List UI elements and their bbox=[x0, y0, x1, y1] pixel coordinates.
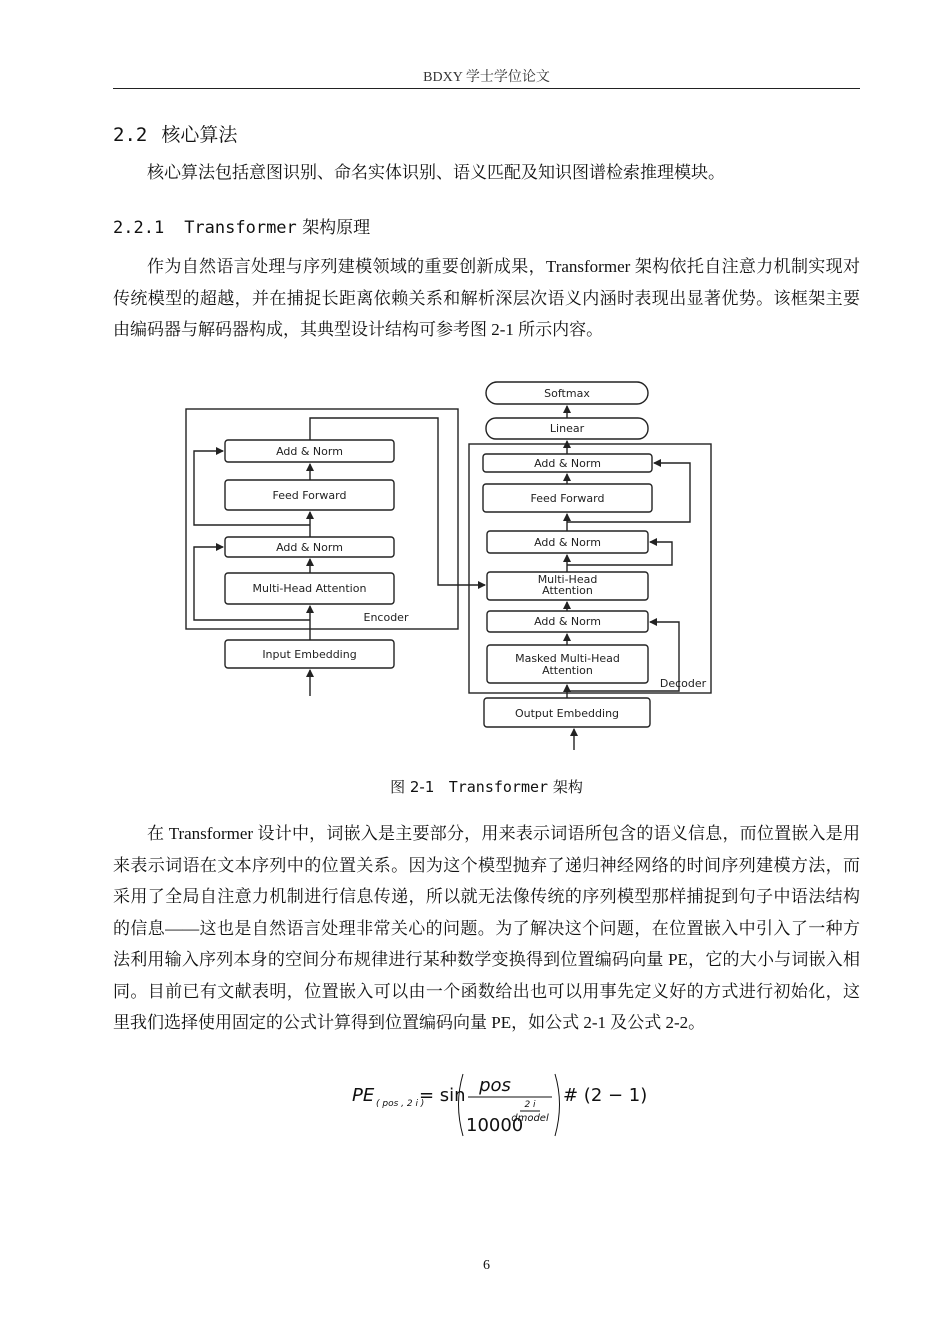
input-embedding-label: Input Embedding bbox=[262, 648, 357, 661]
subsection-title-prefix: Transformer bbox=[184, 218, 297, 238]
section-number: 2.2 bbox=[113, 124, 148, 146]
masked-mha-label-line1: Masked Multi-Head bbox=[515, 652, 620, 665]
formula-2-1 bbox=[350, 1070, 650, 1140]
transformer-architecture-figure bbox=[180, 378, 720, 754]
softmax-label: Softmax bbox=[544, 387, 590, 400]
subsection-number: 2.2.1 bbox=[113, 218, 165, 238]
formula-numerator: pos bbox=[479, 1075, 511, 1096]
encoder-feed-forward-label: Feed Forward bbox=[272, 489, 347, 502]
caption-suffix: 架构 bbox=[552, 778, 583, 796]
formula-eq-sin: = sin bbox=[419, 1085, 466, 1106]
encoder-mha-label: Multi-Head Attention bbox=[252, 582, 367, 595]
linear-label: Linear bbox=[549, 422, 585, 435]
formula-tag: # (2 − 1) bbox=[563, 1085, 648, 1106]
formula-right-paren bbox=[555, 1074, 560, 1136]
page-header: BDXY 学士学位论文 bbox=[423, 70, 550, 85]
encoder-add-norm-top-label: Add & Norm bbox=[276, 445, 343, 458]
output-embedding-label: Output Embedding bbox=[514, 707, 620, 720]
encoder-container bbox=[186, 409, 458, 629]
formula-lhs-subscript: ( pos , 2 i ) bbox=[376, 1099, 425, 1109]
formula-exp-den: dmodel bbox=[511, 1113, 549, 1124]
formula-denominator-base: 10000 bbox=[466, 1115, 524, 1136]
paragraph-2: 在 Transformer 设计中，词嵌入是主要部分，用来表示词语所包含的语义信息，而位置嵌入是用来表示词语在文本序列中的位置关系。因为这个模型抛弃了递归神经网络的时间序列建模方法，而采用了全局自注意力机制进行信息传递，所以就无法像传统的序列模型那样捕捉到句子中语法结构的信息——这也是自然语言处理非常关心的问题。为了解决这个问题，在位置嵌入中引入了一种方法利用输入序列本身的空间分布规律进行某种数学变换得到位置编码向量 PE，它的大小与词嵌入相同。目前已有文献表明，位置嵌入可以由一个函数给出也可以用事先定义好的方式进行初始化，这里我们选择使用固定的公式计算得到位置编码向量 PE，如公式 2-1 及公式 2-2。 bbox=[113, 824, 860, 1032]
encoder-label: Encoder bbox=[363, 611, 409, 624]
section-heading bbox=[113, 120, 237, 147]
decoder-label: Decoder bbox=[659, 677, 707, 690]
decoder-mha-label-line1: Multi-Head bbox=[537, 573, 598, 586]
paragraph-1: 作为自然语言处理与序列建模领域的重要创新成果，Transformer 架构依托自注意力机制实现对传统模型的超越，并在捕捉长距离依赖关系和解析深层次语义内涵时表现出显著优势。该框架主要由编码器与解码器构成，其典型设计结构可参考图 2-1 所示内容。 bbox=[113, 257, 860, 339]
formula-exp-num: 2 i bbox=[524, 1100, 536, 1110]
decoder-add-norm-bottom-label: Add & Norm bbox=[534, 615, 601, 628]
caption-mono: Transformer bbox=[448, 778, 549, 796]
section-title: 核心算法 bbox=[161, 124, 238, 146]
formula-lhs: PE bbox=[352, 1085, 375, 1106]
figure-caption bbox=[113, 776, 860, 797]
section-intro: 核心算法包括意图识别、命名实体识别、语义匹配及知识图谱检索推理模块。 bbox=[147, 163, 725, 182]
decoder-mha-label-line2: Attention bbox=[542, 584, 593, 597]
caption-prefix: 图 2-1 bbox=[390, 778, 435, 796]
decoder-add-norm-top-label: Add & Norm bbox=[534, 457, 601, 470]
decoder-add-norm-middle-label: Add & Norm bbox=[534, 536, 601, 549]
decoder-feed-forward-label: Feed Forward bbox=[530, 492, 605, 505]
page-number: 6 bbox=[483, 1258, 490, 1273]
subsection-heading bbox=[113, 213, 370, 238]
subsection-title-suffix: 架构原理 bbox=[302, 218, 371, 238]
encoder-add-norm-bottom-label: Add & Norm bbox=[276, 541, 343, 554]
masked-mha-label-line2: Attention bbox=[542, 664, 593, 677]
header-rule bbox=[113, 88, 860, 89]
